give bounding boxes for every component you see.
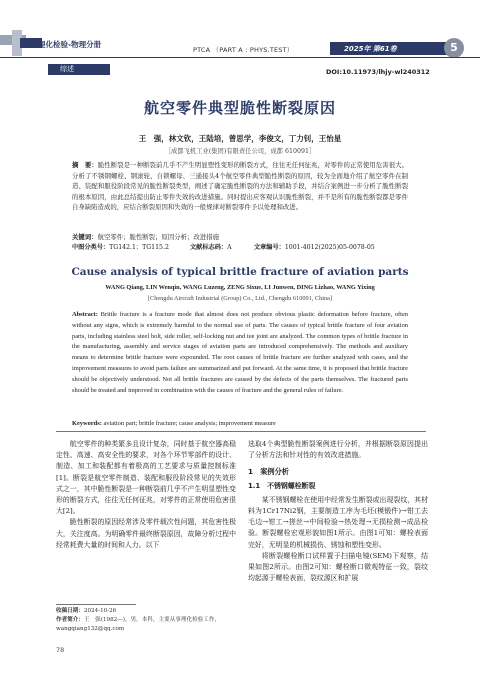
page-number: 78 bbox=[56, 646, 65, 654]
doc-code-label: 文献标志码： bbox=[189, 244, 228, 251]
body-paragraph: 脆性断裂的原因经常涉及零件载次性问题，其危害性极大，关注度高。为明确零件最终断裂原因，故障分析过程中经常耗费大量的时间和人力。以下 bbox=[56, 518, 236, 549]
body-left-column bbox=[56, 439, 236, 551]
section-heading: 1 案例分析 bbox=[248, 467, 289, 477]
cn-abstract-label: 摘 要： bbox=[72, 161, 98, 169]
header-rule bbox=[0, 57, 480, 58]
body-paragraph: 选取4个典型脆性断裂案例进行分析，并根据断裂原因提出了分析方法和针对性的有效改进措施。 bbox=[248, 440, 428, 460]
footnote-rule bbox=[56, 604, 136, 605]
received-label: 收稿日期： bbox=[56, 608, 84, 614]
doi[interactable]: DOI:10.11973/lhjy-wl240312 bbox=[326, 68, 430, 76]
body-paragraph: 航空零件的种类繁多且设计复杂，同时基于航空器高稳定性、高速、高安全性的要求，对各个环节零部件的设计、制造、加工和装配都有着极高的工艺要求与质量控制标准[1]。断裂是航空零件制造、装配和服役阶段常见的失效形式之一，其中脆性断裂是一种断裂前几乎不产生明显塑性变形的断裂方式，往往无任何征兆，对零件的正常使用危害很大[2]。 bbox=[56, 440, 236, 516]
section-tag bbox=[48, 64, 110, 75]
received-date: 2024-10-26 bbox=[83, 608, 117, 614]
en-keywords-text: aviation part; brittle fracture; cause analysis; improvement measure bbox=[103, 420, 276, 427]
body-right-column bbox=[248, 439, 428, 584]
logo-text: 理化检验-物理分册 bbox=[38, 40, 102, 49]
en-authors: WANG Qiang, LIN Wenqin, WANG Luzeng, ZENG Sixue, LI Junwen, DING Lizhao, WANG Yixing bbox=[105, 284, 375, 291]
en-title: Cause analysis of typical brittle fracture of aviation parts bbox=[71, 266, 409, 278]
en-abstract-label: Abstract: bbox=[72, 311, 98, 318]
cn-authors: 王 强，林文钦，王陆培，曾思学，李俊文，丁力钊，王怡星 bbox=[138, 134, 342, 143]
article-no-value: 1001-4012(2025)05-0078-05 bbox=[284, 244, 375, 251]
en-keywords bbox=[72, 420, 412, 427]
subsection-heading: 1.1 不锈钢螺栓断裂 bbox=[248, 481, 316, 490]
footnote bbox=[56, 607, 236, 634]
body-paragraph: 某不锈钢螺栓在使用中经常发生断裂或出现裂纹，其材料为1Cr17Ni2钢，主要制造工序为毛坯(模锻件)→钳工去毛边→钳工→搓丝→中间检验→热处理→无损检测→成品检验。断裂螺栓宏观形貌如图1所示。由图1可知：螺栓表面完好，无明显的机械损伤、锈蚀和塑性变形。 bbox=[248, 495, 428, 549]
section-divider bbox=[56, 431, 426, 432]
cn-keywords-label: 关键词： bbox=[72, 233, 98, 241]
cn-abstract bbox=[72, 160, 408, 213]
clc-value: TG142.1；TG115.2 bbox=[109, 244, 169, 251]
section-label: 综述 bbox=[60, 65, 74, 73]
en-abstract-text: Brittle fracture is a fracture mode that almost does not produce obvious plastic deformation before fracture, often without any signs, which is extremely harmful to the normal use of parts. The causes of typical brittle fracture of four aviation parts, including stainless steel bolt, side roller, self-locking nut and tee joint are analyzed. The common types of brittle fracture in the manufacturing, assembly and service stages of aviation parts are introduced comprehensively. The methods and auxiliary means to determine brittle fracture were expounded. The root causes of brittle fracture are further analyzed with cases, and the improvement measures to avoid parts failure are summarized and put forward. At the same time, it is proposed that brittle fracture should be objectively understood. Not all brittle fractures are caused by the defects of the parts themselves. The fractured parts should be treated and improved in combination with the causes of fracture and the general rules of failure. bbox=[72, 311, 408, 394]
cn-keywords-text: 航空零件；脆性断裂；原因分析；改进措施 bbox=[97, 233, 219, 241]
author-bio: 王 强(1982—)，男，本科，主要从事理化检验工作，wangqiang132@qq.com bbox=[56, 617, 221, 632]
clc-label: 中图分类号： bbox=[72, 244, 110, 251]
body-paragraph: 将断裂螺栓断口试样置于扫描电镜(SEM)下观察，结果如图2所示。由图2可知：螺栓断口微观特征一致，裂纹均起源于螺栓表面，裂纹源区和扩展 bbox=[248, 551, 428, 583]
journal-logo bbox=[0, 30, 110, 56]
cn-affiliation: ［成都飞机工业(集团)有限责任公司，成都 610091］ bbox=[164, 148, 316, 155]
issue-number-badge: 5 bbox=[444, 38, 464, 58]
en-keywords-label: Keywords: bbox=[72, 420, 102, 427]
cn-meta bbox=[72, 243, 412, 253]
en-affiliation: [Chengdu Aircraft Industrial (Group) Co., Ltd., Chengdu 610091, China] bbox=[147, 295, 333, 302]
cn-keywords bbox=[72, 232, 412, 242]
en-abstract bbox=[72, 310, 408, 396]
doc-code-value: A bbox=[227, 244, 232, 251]
journal-title: PTCA （PART A : PHYS.TEST） bbox=[193, 46, 294, 54]
cn-abstract-text: 脆性断裂是一种断裂前几乎不产生明显塑性变形的断裂方式，往往无任何征兆，对零件的正常使用危害很大。分析了不锈钢螺栓、钢滚轮、自锁螺母、三通接头4个航空零件典型脆性断裂的原因，较为全面地介绍了航空零件在制造、装配和服役阶段常见的脆性断裂类型，阐述了确定脆性断裂的方法和辅助手段，并结合案例进一步分析了脆性断裂的根本原因，由此总结提出防止零件失效的改进措施。同时提出应客观认识脆性断裂，并不是所有的脆性断裂都是零件自身缺陷造成的，应结合断裂原因和失效的一般规律对断裂零件予以处理和改进。 bbox=[72, 161, 409, 212]
cn-title: 航空零件典型脆性断裂原因 bbox=[143, 99, 336, 117]
article-no-label: 文章编号： bbox=[253, 244, 285, 251]
author-bio-label: 作者简介： bbox=[56, 617, 84, 623]
issue-label: 2025年 第61卷 bbox=[344, 45, 397, 53]
issue-banner bbox=[330, 42, 458, 55]
